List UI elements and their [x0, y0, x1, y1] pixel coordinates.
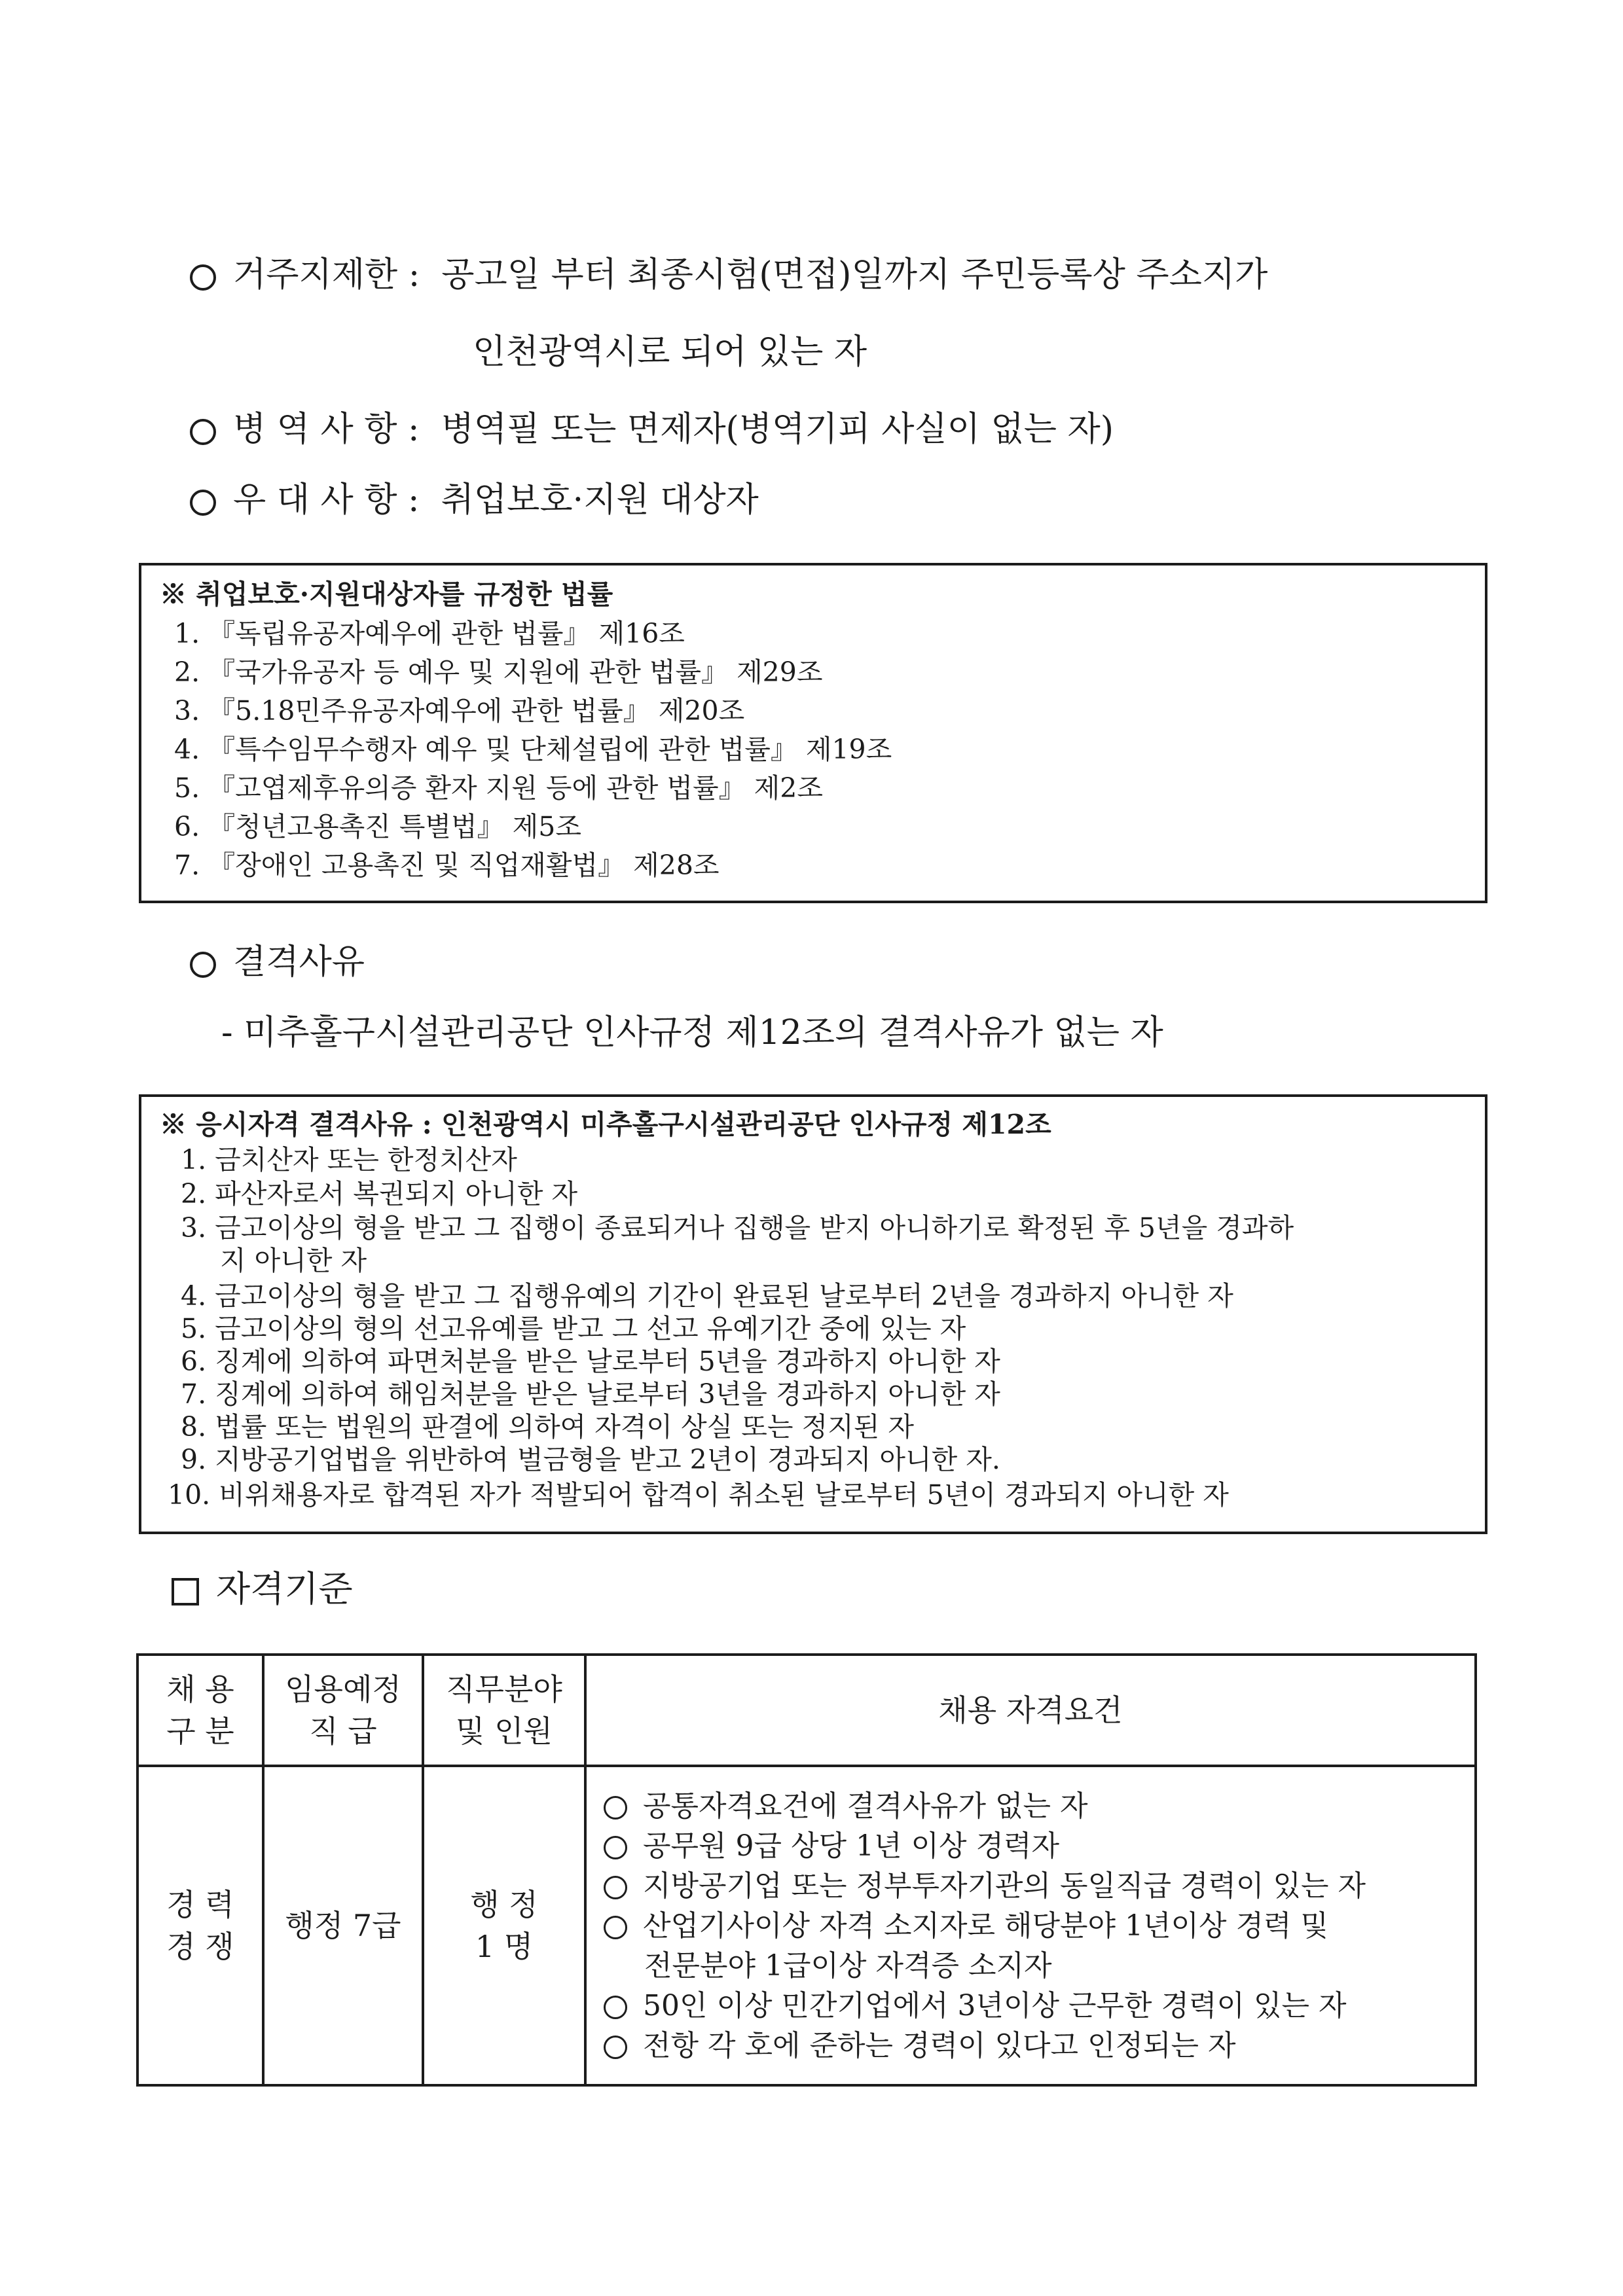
list-item: 공무원 9급 상당 1년 이상 경력자	[604, 1826, 1468, 1866]
cell-requirements	[585, 1766, 1476, 2085]
residence-text-2: 인천광역시로 되어 있는 자	[473, 332, 867, 372]
law-item: 5. 『고엽제후유의증 환자 지원 등에 관한 법률』 제2조	[174, 772, 823, 804]
disq-item: 2. 파산자로서 복권되지 아니한 자	[181, 1178, 578, 1210]
disqualification-title: 결격사유	[233, 942, 365, 982]
disqualification-title-line	[190, 942, 365, 982]
list-item: 지방공기업 또는 정부투자기관의 동일직급 경력이 있는 자	[604, 1866, 1468, 1906]
list-item: 50인 이상 민간기업에서 3년이상 근무한 경력이 있는 자	[604, 1986, 1468, 2026]
law-item: 7. 『장애인 고용촉진 및 직업재활법』 제28조	[174, 850, 720, 881]
table-header-row	[137, 1655, 1476, 1766]
circle-bullet-icon	[604, 2036, 627, 2059]
law-item: 4. 『특수임무수행자 예우 및 단체설립에 관한 법률』 제19조	[174, 734, 892, 765]
circle-bullet-icon	[604, 1796, 627, 1820]
preference-line	[190, 480, 759, 520]
military-label: 병 역 사 항 :	[233, 410, 420, 449]
qualification-title-line	[172, 1570, 353, 1609]
cell-field-headcount: 행 정 1 명	[423, 1766, 585, 2085]
table-row	[137, 1766, 1476, 2085]
circle-bullet-icon	[604, 1876, 627, 1899]
preference-text: 취업보호·지원 대상자	[441, 480, 759, 520]
list-item-continuation: 전문분야 1급이상 자격증 소지자	[644, 1948, 1052, 1982]
header-recruit-type: 채 용 구 분	[137, 1655, 263, 1766]
header-requirements: 채용 자격요건	[585, 1655, 1476, 1766]
qualification-table	[136, 1653, 1477, 2087]
law-item: 3. 『5.18민주유공자예우에 관한 법률』 제20조	[174, 695, 745, 726]
disq-item-continuation: 지 아니한 자	[220, 1245, 367, 1276]
laws-box-header: ※ 취업보호·지원대상자를 규정한 법률	[160, 579, 613, 610]
list-item: 산업기사이상 자격 소지자로 해당분야 1년이상 경력 및	[604, 1906, 1468, 1946]
residence-line-2	[473, 332, 867, 372]
cell-recruit-type: 경 력 경 쟁	[137, 1766, 263, 2085]
cell-grade: 행정 7급	[263, 1766, 423, 2085]
circle-bullet-icon	[604, 1996, 627, 2019]
disq-item: 4. 금고이상의 형을 받고 그 집행유예의 기간이 완료된 날로부터 2년을 경과하지 아니한 자	[181, 1280, 1233, 1312]
military-text: 병역필 또는 면제자(병역기피 사실이 없는 자)	[441, 410, 1114, 449]
list-item: 전항 각 호에 준하는 경력이 있다고 인정되는 자	[604, 2026, 1468, 2066]
disq-item: 9. 지방공기업법을 위반하여 벌금형을 받고 2년이 경과되지 아니한 자.	[181, 1444, 1000, 1475]
disq-item: 5. 금고이상의 형의 선고유예를 받고 그 선고 유예기간 중에 있는 자	[181, 1313, 966, 1344]
disqualification-box	[139, 1094, 1487, 1534]
law-item: 2. 『국가유공자 등 예우 및 지원에 관한 법률』 제29조	[174, 656, 823, 688]
law-item: 6. 『청년고용촉진 특별법』 제5조	[174, 811, 581, 842]
list-item: 공통자격요건에 결격사유가 없는 자	[604, 1786, 1468, 1826]
disq-item: 8. 법률 또는 법원의 판결에 의하여 자격이 상실 또는 정지된 자	[181, 1411, 914, 1443]
disq-item: 10. 비위채용자로 합격된 자가 적발되어 합격이 취소된 날로부터 5년이 경과되지 아니한 자	[168, 1479, 1229, 1511]
qualification-title: 자격기준	[216, 1568, 353, 1609]
circle-bullet-icon	[604, 1916, 627, 1939]
disq-item: 3. 금고이상의 형을 받고 그 집행이 종료되거나 집행을 받지 아니하기로 확정된 후 5년을 경과하	[181, 1212, 1294, 1244]
law-item: 1. 『독립유공자예우에 관한 법률』 제16조	[174, 618, 685, 649]
circle-bullet-icon	[190, 952, 216, 978]
laws-box	[139, 563, 1487, 903]
preference-label: 우 대 사 항 :	[233, 480, 420, 520]
circle-bullet-icon	[190, 264, 216, 291]
circle-bullet-icon	[190, 490, 216, 516]
disqualification-text: - 미추홀구시설관리공단 인사규정 제12조의 결격사유가 없는 자	[221, 1013, 1163, 1052]
circle-bullet-icon	[190, 419, 216, 445]
residence-line-1	[190, 255, 1267, 295]
residence-text-1: 공고일 부터 최종시험(면접)일까지 주민등록상 주소지가	[441, 255, 1268, 295]
disq-item: 7. 징계에 의하여 해임처분을 받은 날로부터 3년을 경과하지 아니한 자	[181, 1378, 1000, 1410]
disq-item: 1. 금치산자 또는 한정치산자	[181, 1144, 517, 1175]
residence-label: 거주지제한 :	[233, 255, 420, 295]
checkbox-square-icon	[172, 1578, 199, 1605]
header-field-headcount: 직무분야 및 인원	[423, 1655, 585, 1766]
requirements-list	[587, 1769, 1474, 2083]
disq-box-header: ※ 응시자격 결격사유 : 인천광역시 미추홀구시설관리공단 인사규정 제12조	[160, 1109, 1051, 1140]
disq-item: 6. 징계에 의하여 파면처분을 받은 날로부터 5년을 경과하지 아니한 자	[181, 1346, 1000, 1377]
circle-bullet-icon	[604, 1836, 627, 1859]
header-planned-grade: 임용예정 직 급	[263, 1655, 423, 1766]
military-line	[190, 410, 1114, 449]
